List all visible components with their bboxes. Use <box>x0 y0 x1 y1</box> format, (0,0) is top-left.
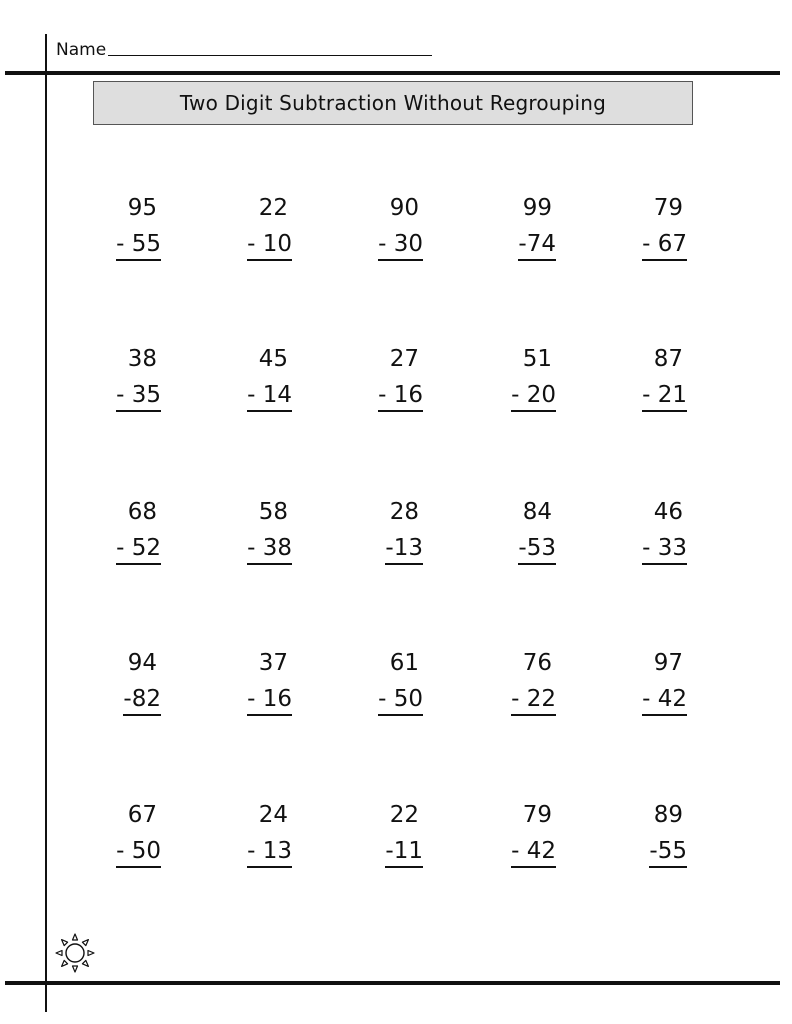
problem <box>357 797 423 869</box>
problem-row-2 <box>95 341 690 421</box>
subtrahend: - 42 <box>642 684 687 716</box>
worksheet-title: Two Digit Subtraction Without Regrouping <box>179 91 607 115</box>
problem <box>357 190 423 262</box>
minuend: 76 <box>522 650 552 676</box>
minuend: 46 <box>653 499 683 525</box>
problem <box>490 341 556 413</box>
problem <box>490 797 556 869</box>
subtrahend: -53 <box>518 533 556 565</box>
minuend: 97 <box>653 650 683 676</box>
problem <box>95 341 161 413</box>
subtrahend: - 67 <box>642 229 687 261</box>
subtrahend: - 13 <box>247 836 292 868</box>
problem <box>226 341 292 413</box>
worksheet-title-box <box>93 81 693 125</box>
minuend: 95 <box>127 195 157 221</box>
minuend: 37 <box>258 650 288 676</box>
minuend: 22 <box>389 802 419 828</box>
minuend: 58 <box>258 499 288 525</box>
subtrahend: -74 <box>518 229 556 261</box>
problem <box>95 797 161 869</box>
subtrahend: -82 <box>123 684 161 716</box>
subtrahend: - 50 <box>378 684 423 716</box>
subtrahend: -11 <box>385 836 423 868</box>
minuend: 51 <box>522 346 552 372</box>
minuend: 89 <box>653 802 683 828</box>
problem <box>226 797 292 869</box>
minuend: 68 <box>127 499 157 525</box>
minuend: 61 <box>389 650 419 676</box>
problem <box>621 190 687 262</box>
subtrahend: - 21 <box>642 380 687 412</box>
subtrahend: - 30 <box>378 229 423 261</box>
minuend: 28 <box>389 499 419 525</box>
minuend: 79 <box>653 195 683 221</box>
problem <box>95 494 161 566</box>
minuend: 38 <box>127 346 157 372</box>
subtrahend: - 14 <box>247 380 292 412</box>
problem <box>490 645 556 717</box>
minuend: 99 <box>522 195 552 221</box>
subtrahend: -55 <box>649 836 687 868</box>
minuend: 87 <box>653 346 683 372</box>
minuend: 79 <box>522 802 552 828</box>
footer-rule <box>5 981 780 985</box>
subtrahend: - 38 <box>247 533 292 565</box>
minuend: 84 <box>522 499 552 525</box>
problem <box>621 494 687 566</box>
problem <box>621 797 687 869</box>
subtrahend: - 20 <box>511 380 556 412</box>
name-blank-line[interactable] <box>108 55 432 56</box>
problem-row-4 <box>95 645 690 725</box>
header-rule <box>5 71 780 75</box>
problem <box>621 341 687 413</box>
name-field[interactable] <box>56 36 432 60</box>
subtrahend: - 35 <box>116 380 161 412</box>
problem <box>357 494 423 566</box>
name-label: Name <box>56 40 107 60</box>
problem <box>490 494 556 566</box>
subtrahend: - 33 <box>642 533 687 565</box>
minuend: 90 <box>389 195 419 221</box>
minuend: 22 <box>258 195 288 221</box>
problem <box>226 645 292 717</box>
problem <box>226 494 292 566</box>
problem-row-1 <box>95 190 690 270</box>
minuend: 94 <box>127 650 157 676</box>
subtrahend: - 50 <box>116 836 161 868</box>
subtrahend: - 16 <box>378 380 423 412</box>
problem-row-5 <box>95 797 690 877</box>
problem <box>357 341 423 413</box>
minuend: 45 <box>258 346 288 372</box>
problem <box>621 645 687 717</box>
subtrahend: - 52 <box>116 533 161 565</box>
margin-rule <box>45 34 47 1012</box>
sun-icon <box>52 930 98 976</box>
subtrahend: - 42 <box>511 836 556 868</box>
subtrahend: - 10 <box>247 229 292 261</box>
minuend: 67 <box>127 802 157 828</box>
problem-row-3 <box>95 494 690 574</box>
subtrahend: -13 <box>385 533 423 565</box>
minuend: 24 <box>258 802 288 828</box>
problem <box>490 190 556 262</box>
subtrahend: - 55 <box>116 229 161 261</box>
subtrahend: - 22 <box>511 684 556 716</box>
minuend: 27 <box>389 346 419 372</box>
problem <box>357 645 423 717</box>
problem <box>226 190 292 262</box>
problem <box>95 645 161 717</box>
problem <box>95 190 161 262</box>
subtrahend: - 16 <box>247 684 292 716</box>
